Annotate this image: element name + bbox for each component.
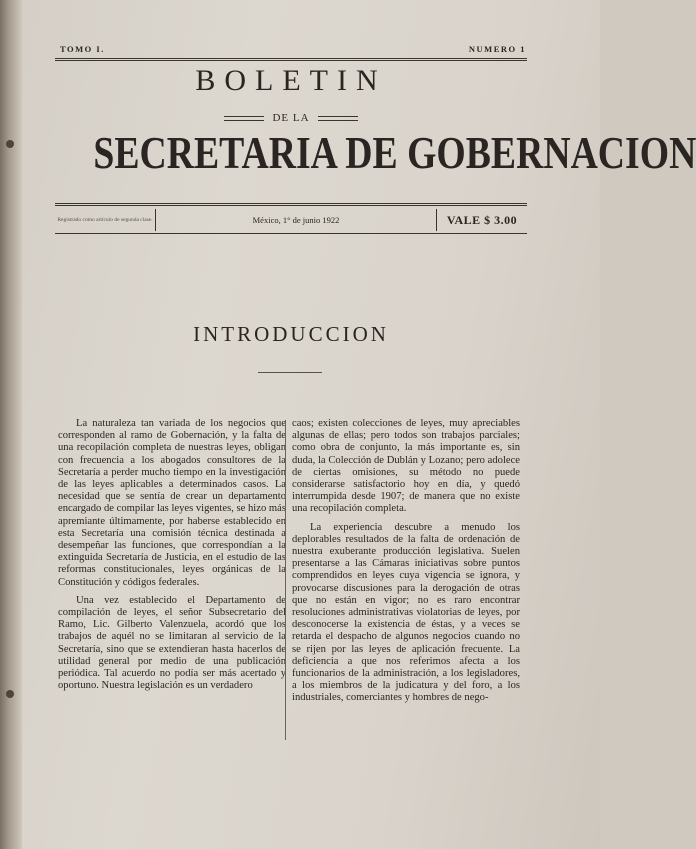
binding-hole: [6, 690, 14, 698]
binding-spine: [0, 0, 22, 849]
header-rule: [55, 60, 527, 61]
info-rule-bottom: [55, 233, 527, 234]
paragraph: La experiencia descubre a menudo los deplorables resultados de la falta de ordenación de nuestra exuberante producción legislativa. Suelen presentarse a las Cámaras iniciativas sobre puntos comprendidos en leyes cuya vigencia se ignora, y provocarse discusiones para la derogación de otras que no están en vigor; no es raro encontrar resoluciones administrativas violatorias de leyes, por desconocerse la existencia de éstas, y a veces se retarda el despacho de algunos negocios cuando no se rijen por las leyes de aplicación frecuente. La deficiencia a que nos referimos afecta a los funcionarios de la administración, a los legisladores, a los miembros de la judicatura y del foro, a los industriales, comerciantes y hombres de nego-: [292, 521, 520, 704]
publication-date: México, 1° de junio 1922: [252, 215, 340, 225]
masthead-connector-text: DE LA: [272, 112, 310, 124]
info-row: [55, 207, 527, 233]
right-column: [292, 418, 520, 711]
volume-label: TOMO I.: [60, 44, 105, 54]
ornament-dash: [224, 116, 264, 121]
registration-note: Registrado como artículo de segunda clase.: [57, 217, 153, 223]
volume-header: [60, 44, 526, 54]
masthead-main-title: SECRETARIA DE GOBERNACION: [93, 127, 696, 178]
paragraph: La naturaleza tan variada de los negocios que corresponden al ramo de Gobernación, y la falta de una recopilación completa de nuestras leyes, obligan con frecuencia a los abogados consultores de la Secretaría a perder mucho tiempo en la investigación de las leyes aplicables a determinados casos. La necesidad que se sentía de crear un departamento encargado de compilar las leyes vigentes, se hizo más apremiante últimamente, por haberse establecido en esta Secretaría una comisión técnica destinada a desempeñar las funciones, que correspondían a la extinguida Secretaría de Justicia, en el estudio de las reformas constitucionales, leyes orgánicas de la Constitución y códigos federales.: [58, 418, 286, 588]
masthead-connector: [55, 112, 527, 124]
issue-price: VALE $ 3.00: [446, 212, 518, 227]
section-title-underline: [258, 372, 322, 373]
ornament-dash: [318, 116, 358, 121]
paragraph: caos; existen colecciones de leyes, muy apreciables algunas de ellas; pero todos son trabajos parciales; como obra de conjunto, la más importante es, sin duda, la Colección de Dublán y Lozano; pero adolece de ciertas omisiones, su método no puede considerarse satisfactorio hoy en día, y quedó interrumpida desde 1907; de manera que no existe una recopilación completa.: [292, 418, 520, 515]
issue-number: NUMERO 1: [468, 44, 526, 54]
info-rule-top: [55, 203, 527, 204]
binding-hole: [6, 140, 14, 148]
info-rule-top: [55, 205, 527, 206]
column-divider: [285, 420, 286, 740]
left-column: [58, 418, 286, 698]
paragraph: Una vez establecido el Departamento de compilación de leyes, el señor Subsecretario del Ramo, Lic. Gilberto Valenzuela, acordó que los trabajos de aquél no se limitaran al servicio de la Secretaría, sino que se extendieran hasta hacerlos de utilidad general por medio de una publicación periódica. Tal acuerdo no podía ser más acertado y oportuno. Nuestra legislación es un verdadero: [58, 594, 286, 692]
section-title: INTRODUCCION: [193, 322, 389, 346]
masthead-title: BOLETIN: [195, 64, 387, 97]
header-rule: [55, 58, 527, 59]
